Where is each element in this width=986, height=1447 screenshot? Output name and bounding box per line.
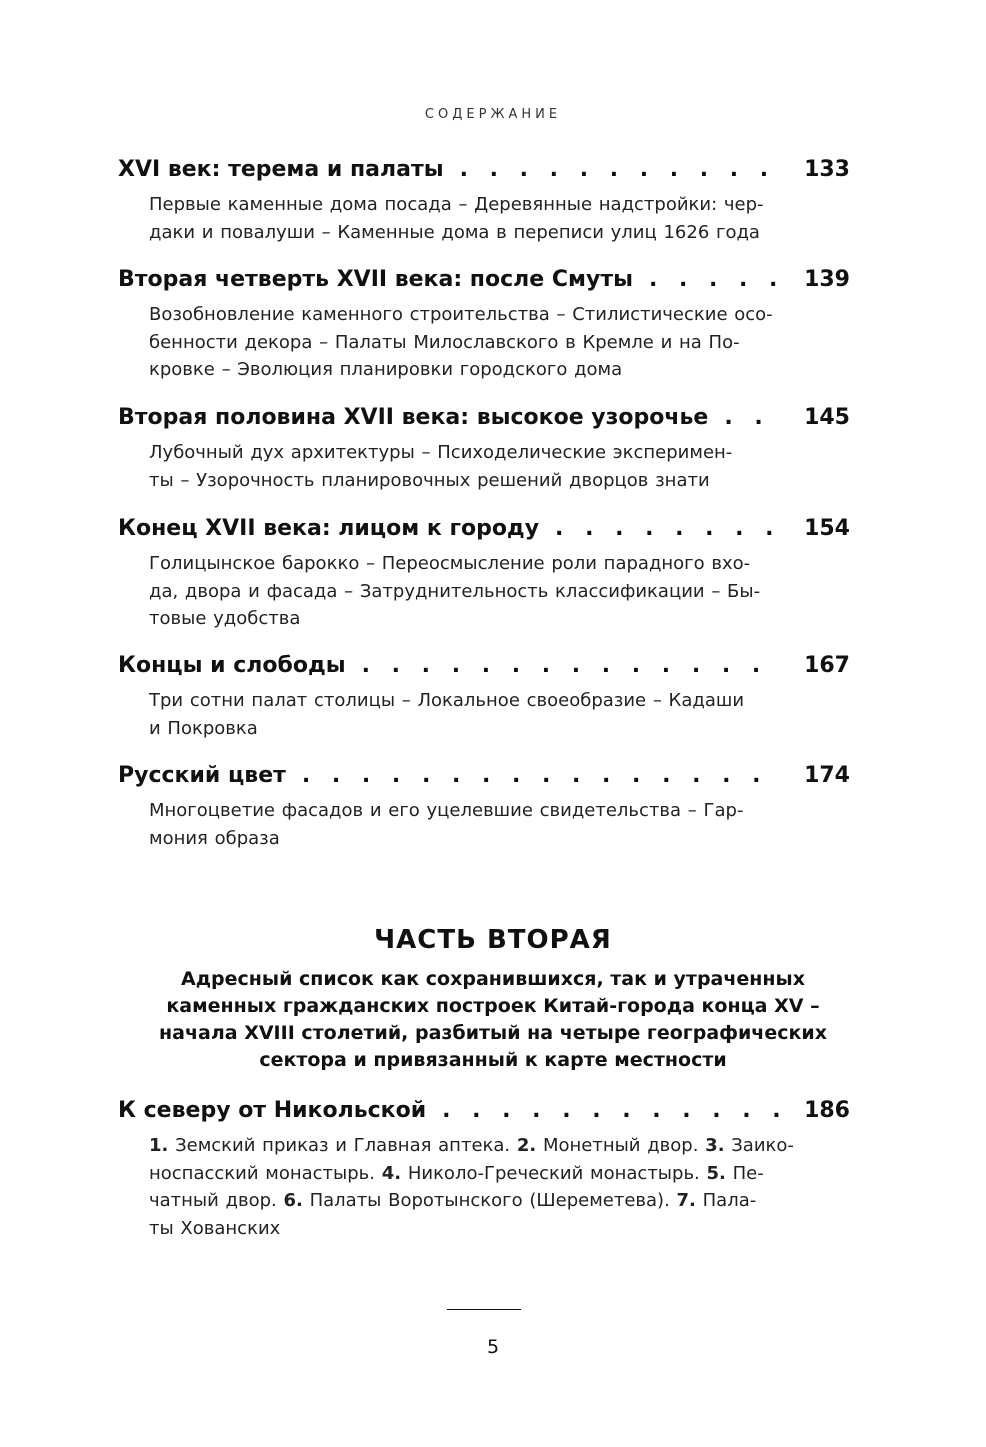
toc-entry-head: [118, 155, 850, 185]
toc-entry-page[interactable]: 139: [804, 267, 850, 292]
description-line: даки и повалуши – Каменные дома в переписи улиц 1626 года: [149, 221, 760, 243]
description-line: Три сотни палат столицы – Локальное своеобразие – Кадаши: [149, 690, 745, 711]
dot-leader: [362, 651, 782, 681]
toc-entry-title[interactable]: Вторая половина XVII века: высокое узорочье: [118, 405, 709, 430]
toc-entry-description: [149, 301, 774, 384]
item-text: носпасский монастырь.: [149, 1162, 382, 1184]
description-line: [149, 1132, 794, 1160]
toc-entry: [118, 651, 850, 742]
dot-leader: [649, 265, 782, 295]
toc-entry-page[interactable]: 145: [804, 405, 850, 430]
toc-entry: [118, 1096, 850, 1242]
dot-leader: [724, 403, 782, 433]
description-line: [149, 1187, 774, 1215]
part-subtitle-line: Адресный список как сохранившихся, так и утраченных: [180, 968, 805, 990]
description-line: ты – Узорочность планировочных решений дворцов знати: [149, 469, 710, 491]
toc-entry-title[interactable]: Вторая четверть XVII века: после Смуты: [118, 267, 633, 292]
item-number: 3.: [705, 1135, 725, 1156]
description-line: да, двора и фасада – Затруднительность классификации – Бы-: [149, 580, 761, 602]
item-text: Палаты Воротынского (Шереметева).: [302, 1190, 677, 1211]
toc-entry-title[interactable]: XVI век: терема и палаты: [118, 157, 444, 182]
part-subtitle: [0, 966, 986, 1074]
description-line: кровке – Эволюция планировки городского дома: [149, 359, 623, 380]
toc-entry-title[interactable]: Конец XVII века: лицом к городу: [118, 516, 540, 541]
toc-entry-page[interactable]: 133: [804, 157, 850, 182]
item-text: Пе-: [725, 1162, 764, 1184]
item-number: 2.: [516, 1135, 537, 1156]
toc-entry-description: [149, 687, 774, 742]
footer-rule: [447, 1309, 521, 1310]
item-number: 4.: [381, 1162, 402, 1184]
toc-entry-description: [149, 797, 774, 852]
dot-leader: [442, 1096, 782, 1126]
toc-entry-page[interactable]: 174: [804, 763, 850, 788]
description-line: [149, 1160, 774, 1188]
running-head: СОДЕРЖАНИЕ: [424, 107, 562, 122]
item-text: Земский приказ и Главная аптека.: [168, 1135, 517, 1156]
toc-entry: [118, 155, 850, 246]
toc-entry: [118, 514, 850, 633]
part-subtitle-line: начала XVIII столетий, разбитый на четыре географических: [159, 1022, 827, 1044]
toc-entry-title[interactable]: Русский цвет: [118, 763, 286, 788]
description-line: бенности декора – Палаты Милославского в Кремле и на По-: [149, 331, 740, 353]
part-subtitle-line: каменных гражданских построек Китай-города конца XV –: [166, 995, 820, 1017]
item-text: Пала-: [695, 1190, 757, 1211]
description-line: [149, 1215, 774, 1243]
item-number: 5.: [706, 1162, 726, 1184]
toc-entry-title[interactable]: К северу от Никольской: [118, 1098, 427, 1123]
item-text: Николо-Греческий монастырь.: [401, 1162, 707, 1184]
dot-leader: [555, 514, 782, 544]
toc-entry-page[interactable]: 154: [804, 516, 850, 541]
toc-entry: [118, 265, 850, 384]
toc-entry: [118, 403, 850, 494]
toc-entry-page[interactable]: 186: [804, 1098, 850, 1123]
item-number: 1.: [149, 1135, 169, 1156]
dot-leader: [302, 761, 782, 791]
toc-entry-head: [118, 265, 850, 295]
part-title: ЧАСТЬ ВТОРАЯ: [374, 925, 612, 955]
toc-entry-description: [149, 1132, 794, 1242]
description-line: и Покровка: [149, 717, 258, 739]
toc-entry-page[interactable]: 167: [804, 653, 850, 678]
toc-entry-description: [149, 191, 774, 246]
toc-entry-head: [118, 514, 850, 544]
toc-entry-head: [118, 761, 850, 791]
item-number: 6.: [283, 1190, 303, 1211]
toc-entry-title[interactable]: Концы и слободы: [118, 653, 346, 678]
toc-entry-head: [118, 651, 850, 681]
item-text: Монетный двор.: [536, 1135, 706, 1156]
description-line: Возобновление каменного строительства – Стилистические осо-: [149, 304, 773, 325]
toc-entry-head: [118, 1096, 850, 1126]
toc-entry-description: [149, 439, 774, 494]
part-subtitle-line: сектора и привязанный к карте местности: [259, 1049, 727, 1071]
toc-entry-head: [118, 403, 850, 433]
description-line: Голицынское барокко – Переосмысление роли парадного вхо-: [149, 553, 751, 574]
item-text: Заико-: [724, 1135, 794, 1156]
description-line: Многоцветие фасадов и его уцелевшие свидетельства – Гар-: [149, 800, 744, 821]
item-text: чатный двор.: [149, 1190, 284, 1211]
item-number: 7.: [676, 1190, 696, 1211]
description-line: мония образа: [149, 827, 280, 849]
description-line: Первые каменные дома посада – Деревянные надстройки: чер-: [149, 194, 764, 215]
description-line: Лубочный дух архитектуры – Психоделические эксперимен-: [149, 442, 733, 463]
description-line: товые удобства: [149, 608, 301, 629]
item-text: ты Хованских: [149, 1217, 281, 1239]
page-number: 5: [486, 1336, 500, 1358]
toc-entry: [118, 761, 850, 852]
toc-entry-description: [149, 550, 774, 633]
dot-leader: [460, 155, 782, 185]
